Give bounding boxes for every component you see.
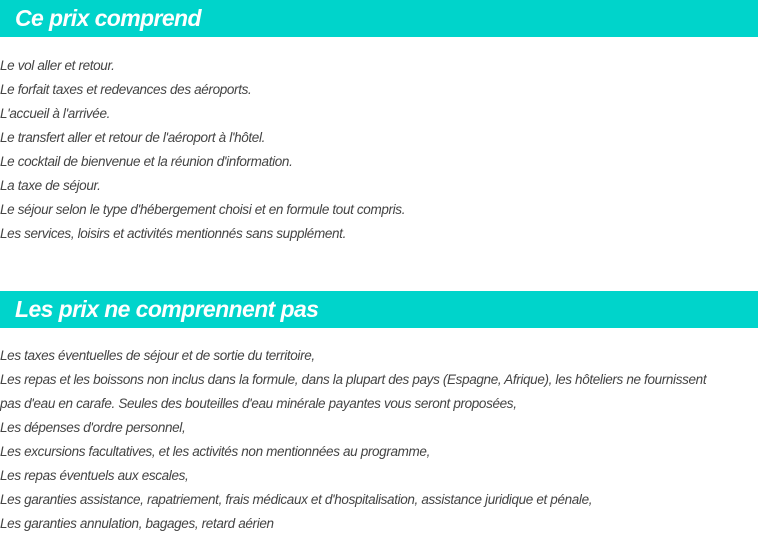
list-item: Les garanties annulation, bagages, retard aérien [0, 516, 274, 531]
list-item: Les repas éventuels aux escales, [0, 468, 189, 483]
list-item: Le vol aller et retour. [0, 58, 115, 73]
list-item: La taxe de séjour. [0, 178, 101, 193]
included-header [0, 0, 758, 37]
excluded-header [0, 291, 758, 328]
included-section [0, 0, 758, 246]
list-item: Les excursions facultatives, et les activités non mentionnées au programme, [0, 444, 430, 459]
list-item: Les dépenses d'ordre personnel, [0, 420, 186, 435]
list-item: Les services, loisirs et activités mentionnés sans supplément. [0, 226, 346, 241]
included-title: Ce prix comprend [15, 5, 201, 31]
excluded-list [0, 328, 710, 536]
excluded-title: Les prix ne comprennent pas [15, 296, 319, 322]
list-item: Le cocktail de bienvenue et la réunion d'information. [0, 154, 293, 169]
list-item: Les taxes éventuelles de séjour et de sortie du territoire, [0, 348, 315, 363]
list-item: Les repas et les boissons non inclus dans la formule, dans la plupart des pays (Espagne, Afrique), les hôteliers ne fournissent pas d'eau en carafe. Seules des bouteilles d'eau minérale payantes vous seront proposées, [0, 372, 707, 411]
included-list [0, 37, 758, 246]
excluded-section [0, 291, 758, 536]
list-item: Le forfait taxes et redevances des aéroports. [0, 82, 252, 97]
list-item: Le transfert aller et retour de l'aéroport à l'hôtel. [0, 130, 266, 145]
list-item: Les garanties assistance, rapatriement, frais médicaux et d'hospitalisation, assistance juridique et pénale, [0, 492, 593, 507]
list-item: L'accueil à l'arrivée. [0, 106, 111, 121]
list-item: Le séjour selon le type d'hébergement choisi et en formule tout compris. [0, 202, 406, 217]
